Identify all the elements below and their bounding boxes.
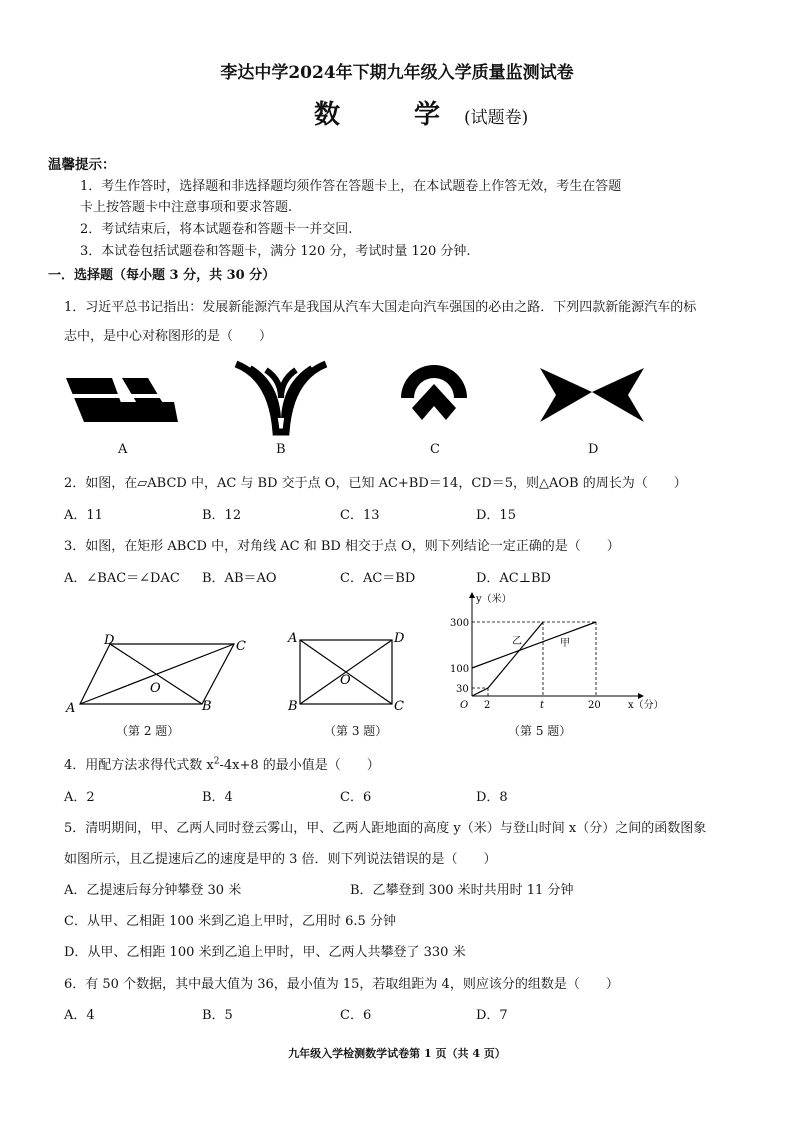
x-tick-origin: O: [460, 700, 469, 711]
q5-option-c[interactable]: C．从甲、乙相距 100 米到乙追上甲时，乙用时 6.5 分钟: [64, 914, 396, 929]
x-tick-2: 2: [484, 700, 491, 711]
question-5-line2: 如图所示，且乙提速后乙的速度是甲的 3 倍．则下列说法错误的是（ ）: [64, 852, 497, 867]
q6-option-b[interactable]: B．5: [202, 1008, 233, 1023]
question-3-stem: 3．如图，在矩形 ABCD 中，对角线 AC 和 BD 相交于点 O，则下列结论一定正确的是（ ）: [64, 539, 620, 554]
q2-option-d[interactable]: D．15: [476, 508, 516, 523]
tip-line-3: 2．考试结束后，将本试题卷和答题卡一并交回.: [80, 222, 353, 237]
series-yi-line: [472, 622, 543, 696]
tip-line-2: 卡上按答题卡中注意事项和要求答题.: [80, 200, 293, 215]
q5-option-b[interactable]: B．乙攀登到 300 米时共用时 11 分钟: [350, 883, 574, 898]
q6-option-a[interactable]: A．4: [64, 1008, 95, 1023]
x-axis-label: x（分）: [628, 700, 664, 711]
vertex-c: C: [236, 639, 246, 654]
question-4-stem-a: 4．用配方法求得代式数 x: [64, 758, 214, 773]
center-o: O: [150, 681, 161, 696]
q3-option-c[interactable]: C．AC＝BD: [340, 571, 416, 586]
center-o: O: [340, 673, 351, 688]
y-tick-300: 300: [450, 618, 470, 629]
q1-option-a[interactable]: A: [118, 442, 128, 457]
x-tick-t: t: [540, 700, 545, 711]
q1-option-d[interactable]: D: [588, 442, 599, 457]
tip-line-1: 1．考生作答时，选择题和非选择题均须作答在答题卡上，在本试题卷上作答无效，考生在答题: [80, 179, 622, 194]
series-jia-label: 甲: [560, 638, 570, 649]
figure-2-caption: （第 2 题）: [116, 724, 180, 738]
exam-title: 李达中学2024年下期九年级入学质量监测试卷: [220, 63, 574, 83]
q4-option-c[interactable]: C．6: [340, 790, 372, 805]
x-axis-arrow-icon: [638, 693, 644, 699]
vertex-a: A: [66, 701, 76, 716]
q3-option-b[interactable]: B．AB＝AO: [202, 571, 277, 586]
q5-option-a[interactable]: A．乙提速后每分钟攀登 30 米: [64, 883, 242, 898]
question-4-exponent: 2: [213, 756, 220, 767]
question-4-stem-b: -4x+8 的最小值是（ ）: [219, 758, 380, 773]
question-4-stem: [64, 754, 380, 773]
question-6-stem: 6．有 50 个数据，其中最大值为 36，最小值为 15，若取组距为 4，则应该分的组数是（ ）: [64, 977, 619, 992]
question-2-stem: 2．如图，在▱ABCD 中，AC 与 BD 交于点 O，已知 AC+BD＝14，CD＝5，则△AOB 的周长为（ ）: [64, 476, 687, 491]
q6-option-c[interactable]: C．6: [340, 1008, 372, 1023]
y-tick-30: 30: [456, 684, 469, 695]
q2-option-c[interactable]: C．13: [340, 508, 380, 523]
logo-a-icon: [64, 372, 182, 430]
q2-option-a[interactable]: A．11: [64, 508, 103, 523]
subject-suffix: (试题卷): [464, 108, 529, 128]
figure-5-caption: （第 5 题）: [508, 724, 572, 738]
section-heading: 一．选择题（每小题 3 分，共 30 分）: [48, 268, 276, 283]
series-jia-line: [472, 622, 596, 668]
figure-2-parallelogram: [60, 630, 260, 714]
q3-option-a[interactable]: A．∠BAC＝∠DAC: [64, 571, 180, 586]
tips-heading: 温馨提示：: [48, 157, 116, 173]
q6-option-d[interactable]: D．7: [476, 1008, 508, 1023]
vertex-b: B: [288, 699, 298, 714]
vertex-a: A: [288, 631, 298, 646]
q1-option-b[interactable]: B: [276, 442, 286, 457]
vertex-d: D: [394, 631, 405, 646]
tip-line-4: 3．本试卷包括试题卷和答题卡，满分 120 分，考试时量 120 分钟.: [80, 244, 471, 259]
series-yi-label: 乙: [512, 636, 522, 647]
page-footer: 九年级入学检测数学试卷第 1 页（共 4 页）: [288, 1047, 506, 1060]
logo-d-icon: [540, 366, 644, 424]
q3-option-d[interactable]: D．AC⊥BD: [476, 571, 551, 586]
logo-c-icon: [398, 358, 470, 430]
vertex-c: C: [394, 699, 404, 714]
figure-5-graph: [448, 590, 664, 716]
question-1-line2: 志中，是中心对称图形的是（ ）: [64, 329, 273, 344]
question-5-line1: 5．清明期间，甲、乙两人同时登云雾山，甲、乙两人距地面的高度 y（米）与登山时间 x（分）之间的函数图象: [64, 821, 707, 836]
q4-option-b[interactable]: B．4: [202, 790, 233, 805]
vertex-b: B: [202, 699, 212, 714]
figure-3-rectangle: [284, 628, 410, 714]
subject-heading: [314, 94, 528, 131]
y-tick-100: 100: [450, 664, 470, 675]
y-axis-label: y（米）: [476, 594, 512, 605]
logo-b-icon: [232, 358, 330, 436]
subject-name: 数 学: [314, 100, 465, 130]
y-axis-arrow-icon: [469, 592, 475, 598]
question-1-line1: 1．习近平总书记指出：发展新能源汽车是我国从汽车大国走向汽车强国的必由之路．下列四款新能源汽车的标: [64, 300, 697, 315]
x-tick-20: 20: [588, 700, 601, 711]
vertex-d: D: [104, 633, 115, 648]
figure-3-caption: （第 3 题）: [324, 724, 388, 738]
q1-option-c[interactable]: C: [430, 442, 440, 457]
q4-option-d[interactable]: D．8: [476, 790, 508, 805]
q5-option-d[interactable]: D．从甲、乙相距 100 米到乙追上甲时，甲、乙两人共攀登了 330 米: [64, 945, 466, 960]
q2-option-b[interactable]: B．12: [202, 508, 242, 523]
q4-option-a[interactable]: A．2: [64, 790, 95, 805]
